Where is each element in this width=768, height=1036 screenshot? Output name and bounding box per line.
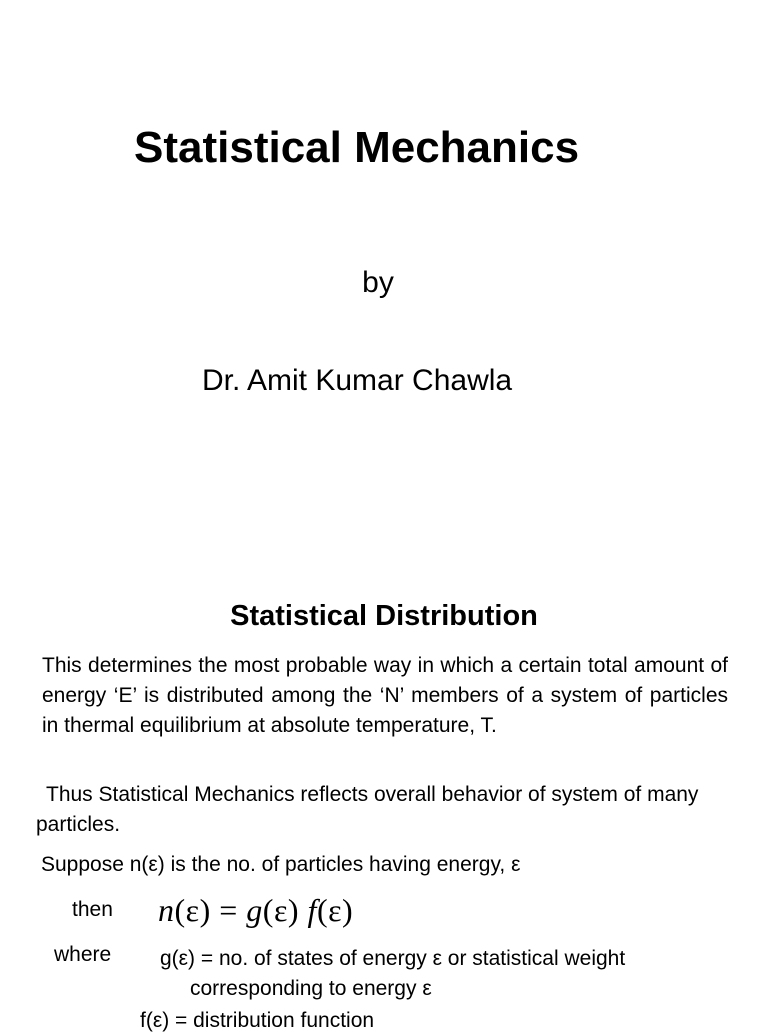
definition-g: g(ε) = no. of states of energy ε or statistical weight xyxy=(160,947,626,970)
formula-f: f xyxy=(307,892,317,928)
then-label: then xyxy=(72,898,113,921)
slide-title: Statistical Mechanics xyxy=(134,123,580,172)
intro-paragraph: This determines the most probable way in which a certain total amount of energy ‘E’ is distributed among the ‘N’ members of a system of particles in thermal equilibrium at absolute temperature, T. xyxy=(42,654,728,737)
section-title: Statistical Distribution xyxy=(230,600,538,632)
distribution-formula xyxy=(158,890,353,930)
definition-f: f(ε) = distribution function xyxy=(140,1009,375,1032)
formula-equals: = xyxy=(210,892,247,928)
formula-g: g xyxy=(246,892,263,928)
by-label: by xyxy=(362,266,394,299)
supposition-paragraph: Suppose n(ε) is the no. of particles having energy, ε xyxy=(41,853,521,876)
formula-f-arg: (ε) xyxy=(316,892,354,928)
summary-paragraph: Thus Statistical Mechanics reflects overall behavior of system of many particles. xyxy=(36,783,699,836)
where-label: where xyxy=(54,943,112,966)
author-name: Dr. Amit Kumar Chawla xyxy=(202,364,513,397)
formula-n-arg: (ε) xyxy=(174,892,211,928)
formula-n: n xyxy=(158,892,175,928)
definition-g-continued: corresponding to energy ε xyxy=(190,977,432,1000)
formula-g-arg: (ε) xyxy=(262,892,300,928)
